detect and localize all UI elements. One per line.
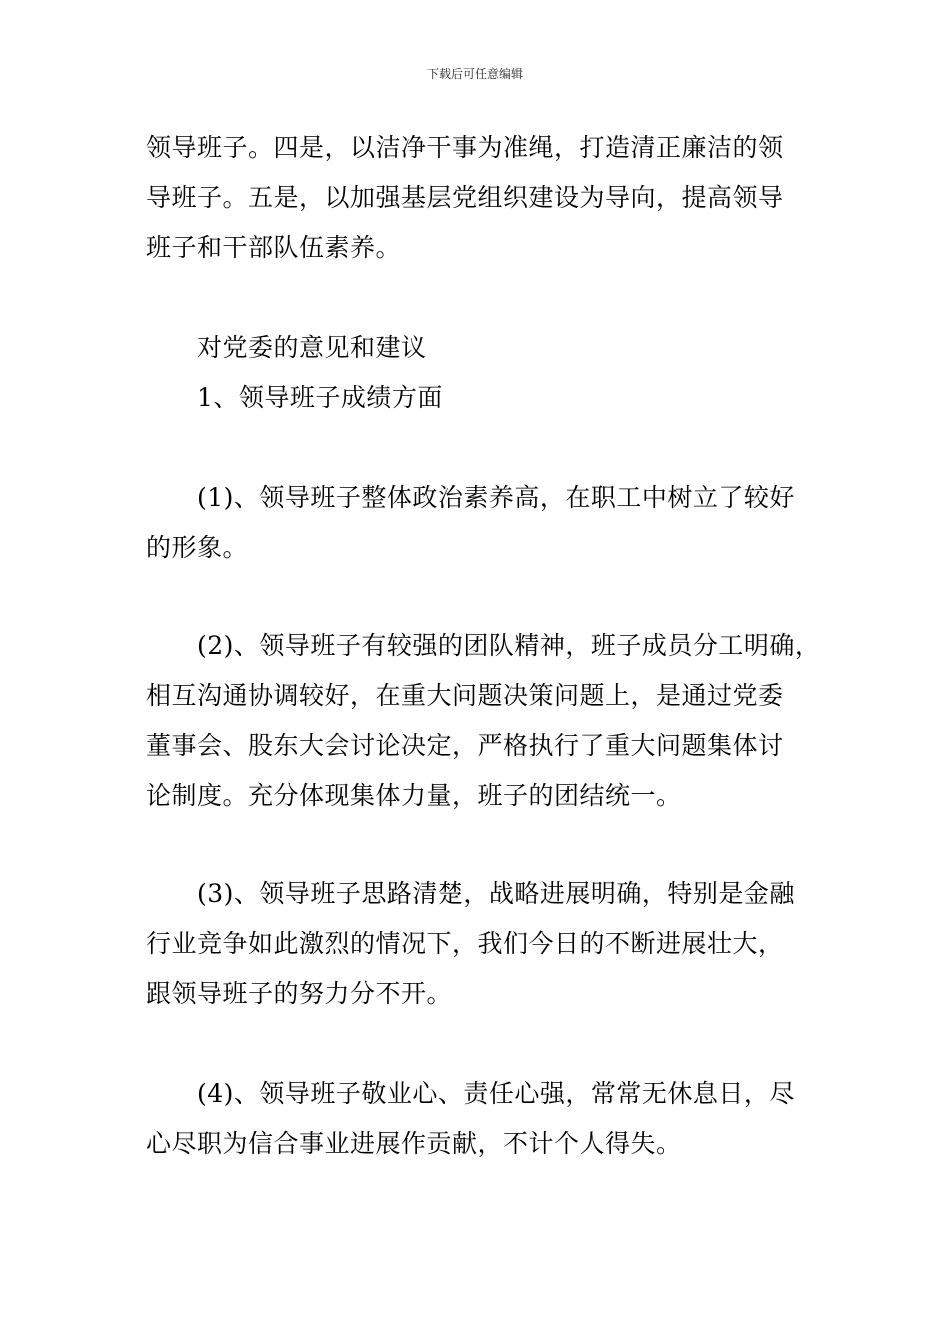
text-line: 领导班子。四是，以洁净干事为准绳，打造清正廉洁的领 (146, 133, 784, 162)
text-line: 董事会、股东大会讨论决定，严格执行了重大问题集体讨 (146, 731, 784, 760)
text-line: 跟领导班子的努力分不开。 (146, 979, 453, 1008)
text-line: 导班子。五是，以加强基层党组织建设为导向，提高领导 (146, 183, 784, 212)
paragraph-item-1 (146, 473, 816, 573)
text-line: (3)、领导班子思路清楚，战略进展明确，特别是金融 (146, 879, 795, 908)
text-line: 行业竞争如此激烈的情况下，我们今日的不断进展壮大， (146, 929, 784, 958)
subheading-line: 1、领导班子成绩方面 (146, 383, 443, 412)
paragraph-item-3 (146, 869, 816, 1019)
text-line: (4)、领导班子敬业心、责任心强，常常无休息日，尽 (146, 1079, 795, 1108)
paragraph-item-2 (146, 621, 821, 821)
text-line: 心尽职为信合事业进展作贡献，不计个人得失。 (146, 1129, 682, 1158)
text-line: 的形象。 (146, 533, 249, 562)
heading-line: 对党委的意见和建议 (146, 333, 427, 362)
section-heading (146, 323, 816, 423)
text-line: 班子和干部队伍素养。 (146, 233, 402, 262)
text-line: 论制度。充分体现集体力量，班子的团结统一。 (146, 781, 682, 810)
text-line: 相互沟通协调较好，在重大问题决策问题上，是通过党委 (146, 681, 784, 710)
page-header: 下载后可任意编辑 (426, 67, 523, 81)
text-line: (2)、领导班子有较强的团队精神，班子成员分工明确， (146, 631, 821, 660)
paragraph-intro (146, 123, 816, 273)
paragraph-item-4 (146, 1069, 816, 1169)
text-line: (1)、领导班子整体政治素养高，在职工中树立了较好 (146, 483, 795, 512)
